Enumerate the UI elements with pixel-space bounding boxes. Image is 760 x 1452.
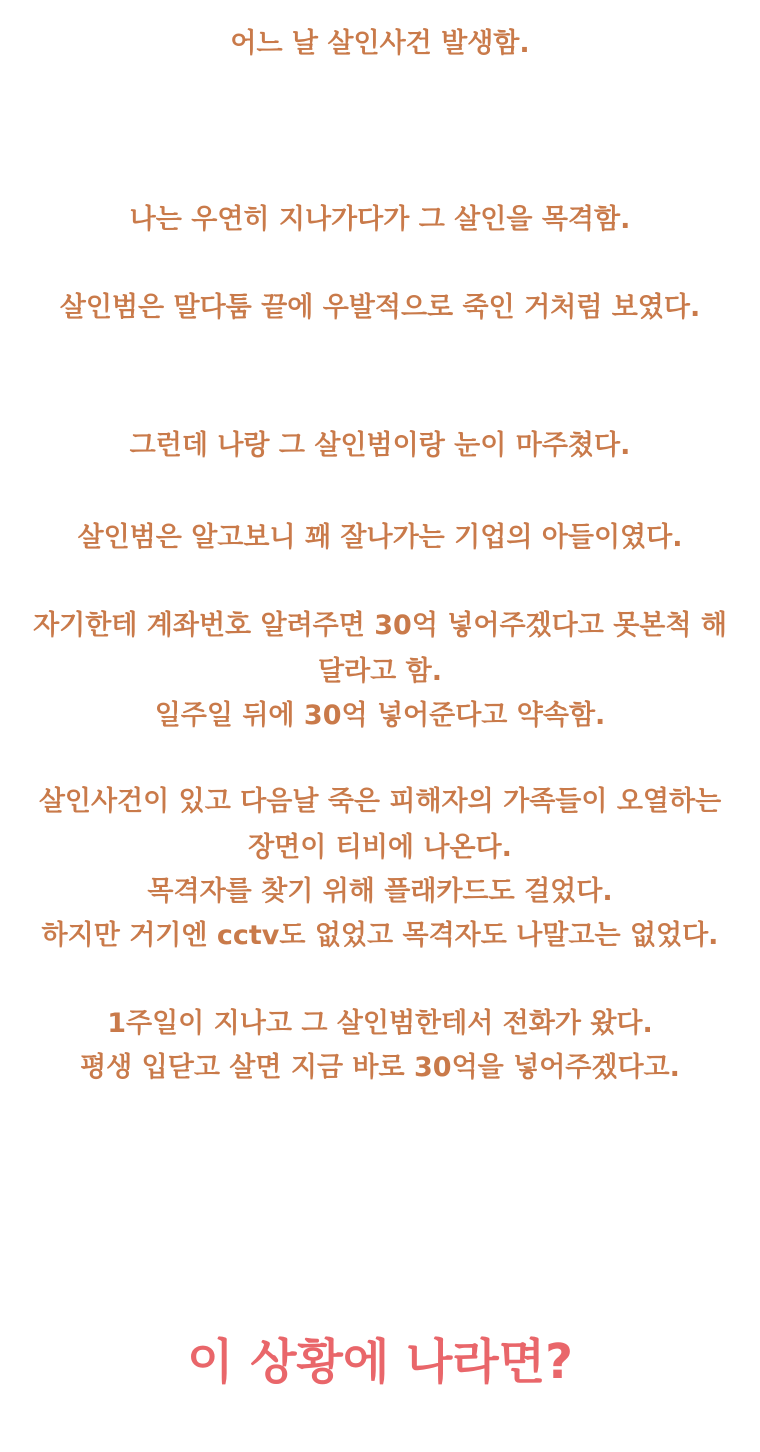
story-line: 살인범은 말다툼 끝에 우발적으로 죽인 거처럼 보였다. <box>59 292 701 323</box>
story-line: 목격자를 찾기 위해 플래카드도 걸었다. <box>147 876 613 907</box>
story-line: 자기한테 계좌번호 알려주면 30억 넣어주겠다고 못본척 해 <box>33 610 727 641</box>
story-line: 그런데 나랑 그 살인범이랑 눈이 마주쳤다. <box>129 430 631 461</box>
question-heading: 이 상황에 나라면? <box>187 1334 573 1390</box>
story-line: 살인범은 알고보니 꽤 잘나가는 기업의 아들이였다. <box>77 522 683 553</box>
story-line: 살인사건이 있고 다음날 죽은 피해자의 가족들이 오열하는 <box>38 786 722 817</box>
story-line: 나는 우연히 지나가다가 그 살인을 목격함. <box>129 204 631 235</box>
story-line: 어느 날 살인사건 발생함. <box>230 28 530 59</box>
story-line: 평생 입닫고 살면 지금 바로 30억을 넣어주겠다고. <box>80 1052 680 1083</box>
story-line: 하지만 거기엔 cctv도 없었고 목격자도 나말고는 없었다. <box>41 920 719 951</box>
story-line: 장면이 티비에 나온다. <box>248 832 512 863</box>
story-line: 1주일이 지나고 그 살인범한테서 전화가 왔다. <box>107 1008 653 1039</box>
story-line: 일주일 뒤에 30억 넣어준다고 약속함. <box>154 700 606 731</box>
story-line: 달라고 함. <box>318 656 442 687</box>
